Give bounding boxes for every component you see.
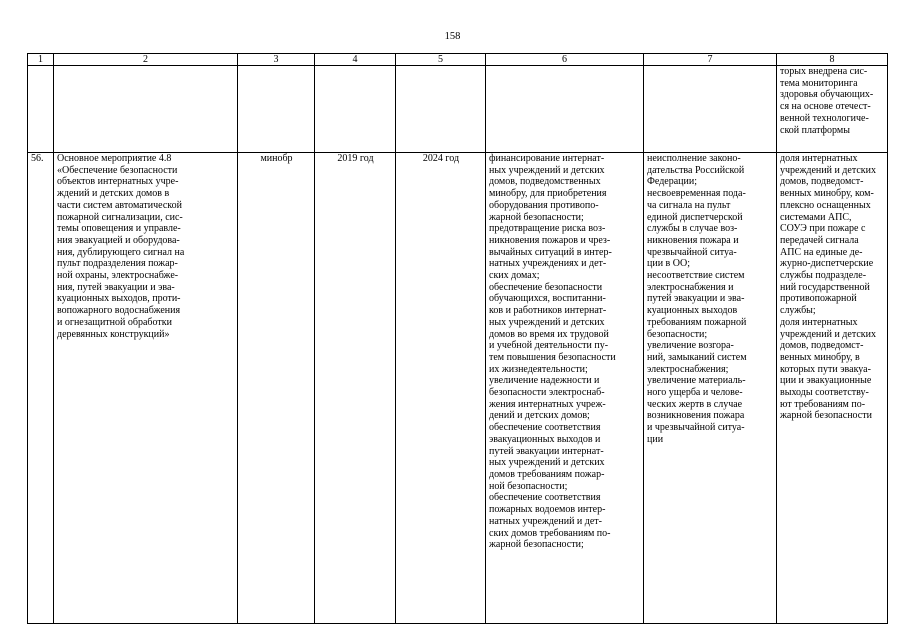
- column-header: 6: [486, 54, 644, 66]
- results-cell: финансирование интернат- ных учреждений и детских домов, подведомственных минобру, для приобретения оборудования противопо- жарной безопасности; предотвращение риска воз- никновения пожаров и чрез- вычайных ситуаций в интер- натных учреждениях и дет- ских домах; обеспечение безопасности обучающихся, воспитанни- ков и работников интернат- ных учреждений и детских домов во время их трудовой и учебной деятельности пу- тем повышения безопасности их жизнедеятельности; увеличение надежности и безопасности электроснаб- жения интернатных учреж- дений и детских домов; обеспечение соответствия эвакуационных выходов и путей эвакуации интернат- ных учреждений и детских домов требованиям пожар- ной безопасности; обеспечение соответствия пожарных водоемов интер- натных учреждений и дет- ских домов требованиям по- жарной безопасности;: [486, 153, 644, 624]
- empty-cell: [315, 66, 396, 153]
- measure-cell: Основное мероприятие 4.8 «Обеспечение безопасности объектов интернатных учре- ждений и детских домов в части систем автоматической пожарной сигнализации, сис- темы оповещения и управле- ния эвакуацией и оборудова- ния, дублирующего сигнал на пульт подразделения пожар- ной охраны, электроснабже- ния, путей эвакуации и эва- куационных выходов, проти- вопожарного водоснабжения и огнезащитной обработки деревянных конструкций»: [54, 153, 238, 624]
- empty-cell: [54, 66, 238, 153]
- indicator-continuation-cell: торых внедрена сис- тема мониторинга здоровья обучающих- ся на основе отечест- венной технологиче- ской платформы: [777, 66, 888, 153]
- empty-cell: [486, 66, 644, 153]
- empty-cell: [644, 66, 777, 153]
- column-header: 4: [315, 54, 396, 66]
- empty-cell: [396, 66, 486, 153]
- executor-cell: минобр: [238, 153, 315, 624]
- indicators-cell: доля интернатных учреждений и детских домов, подведомст- венных минобру, ком- плексно оснащенных системами АПС, СОУЭ при пожаре с передачей сигнала АПС на единые де- журно-диспетчерские службы подразделе- ний государственной противопожарной службы; доля интернатных учреждений и детских домов, подведомст- венных минобру, в которых пути эвакуа- ции и эвакуационные выходы соответству- ют требованиям по- жарной безопасности: [777, 153, 888, 624]
- column-header: 3: [238, 54, 315, 66]
- activities-table: [27, 53, 888, 624]
- column-header: 1: [28, 54, 54, 66]
- table-header-row: [28, 54, 888, 66]
- table-row: [28, 153, 888, 624]
- column-header: 7: [644, 54, 777, 66]
- consequences-cell: неисполнение законо- дательства Российской Федерации; несвоевременная пода- ча сигнала на пульт единой диспетчерской службы в случае воз- никновения пожара и чрезвычайной ситуа- ции в ОО; несоответствие систем электроснабжения и путей эвакуации и эва- куационных выходов требованиям пожарной безопасности; увеличение возгора- ний, замыканий систем электроснабжения; увеличение материаль- ного ущерба и челове- ческих жертв в случае возникновения пожара и чрезвычайной ситуа- ции: [644, 153, 777, 624]
- column-header: 5: [396, 54, 486, 66]
- column-header: 2: [54, 54, 238, 66]
- table-row-continuation: [28, 66, 888, 153]
- page-number: 158: [444, 31, 461, 42]
- column-header: 8: [777, 54, 888, 66]
- empty-cell: [28, 66, 54, 153]
- empty-cell: [238, 66, 315, 153]
- end-year-cell: 2024 год: [396, 153, 486, 624]
- start-year-cell: 2019 год: [315, 153, 396, 624]
- row-number-cell: 56.: [28, 153, 54, 624]
